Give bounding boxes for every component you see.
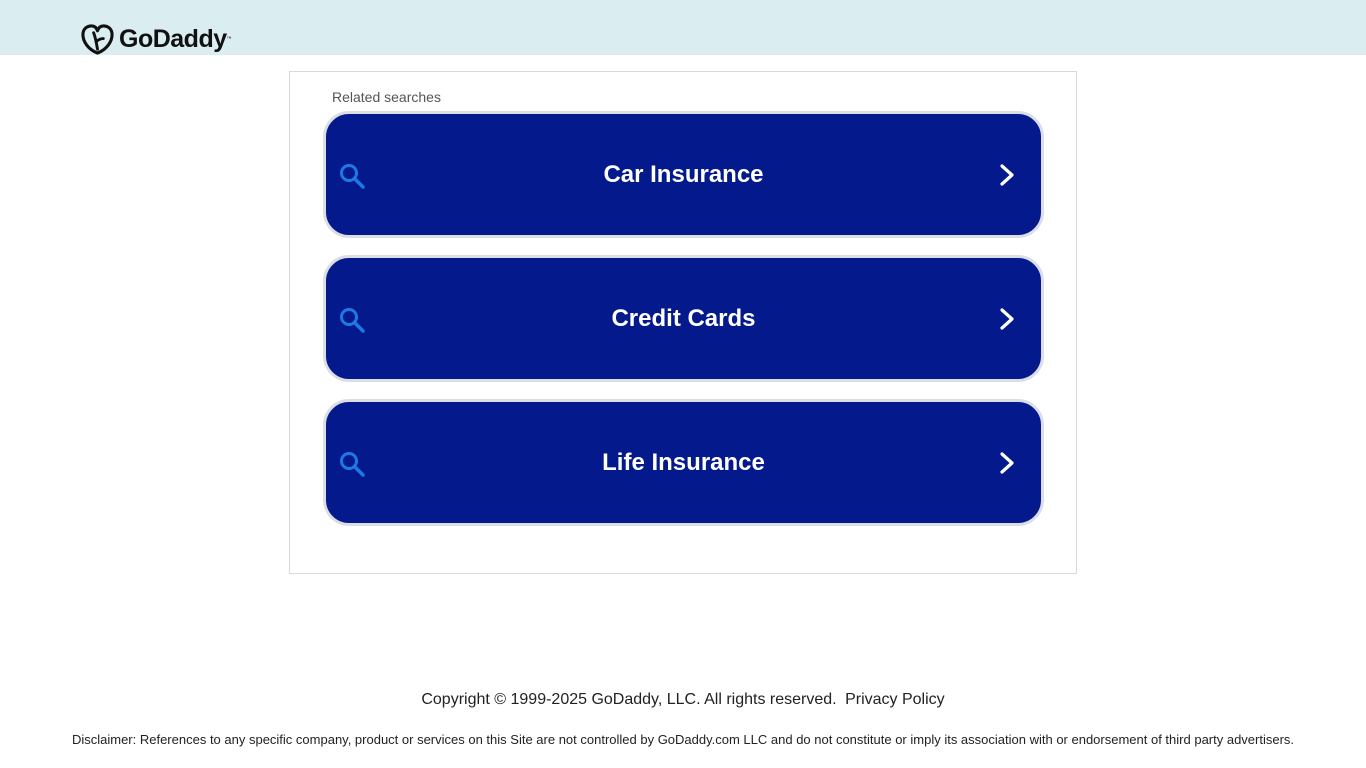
footer-copyright-line [0, 690, 1366, 710]
top-header-bar [0, 0, 1366, 55]
godaddy-logo[interactable] [80, 22, 232, 56]
chevron-right-icon [997, 451, 1019, 475]
privacy-policy-link[interactable]: Privacy Policy [845, 691, 945, 708]
related-search-button-car-insurance[interactable] [323, 111, 1044, 238]
related-searches-heading: Related searches [332, 89, 441, 105]
footer-disclaimer: Disclaimer: References to any specific company, product or services on this Site are not controlled by GoDaddy.com LLC and do not constitute or imply its association with or endorsement of third party advertisers. [71, 732, 1295, 747]
logo-trademark: ™ [226, 36, 232, 42]
chevron-right-icon [997, 163, 1019, 187]
godaddy-logo-icon [80, 23, 115, 56]
related-search-label: Car Insurance [603, 160, 764, 188]
related-search-label: Life Insurance [602, 448, 765, 476]
logo-wordmark: GoDaddy [119, 25, 227, 53]
chevron-right-icon [997, 307, 1019, 331]
related-search-button-credit-cards[interactable] [323, 255, 1044, 382]
related-searches-panel [289, 71, 1077, 574]
related-search-button-life-insurance[interactable] [323, 399, 1044, 526]
copyright-text: Copyright © 1999-2025 GoDaddy, LLC. All rights reserved. [421, 691, 837, 708]
related-search-label: Credit Cards [611, 304, 756, 332]
